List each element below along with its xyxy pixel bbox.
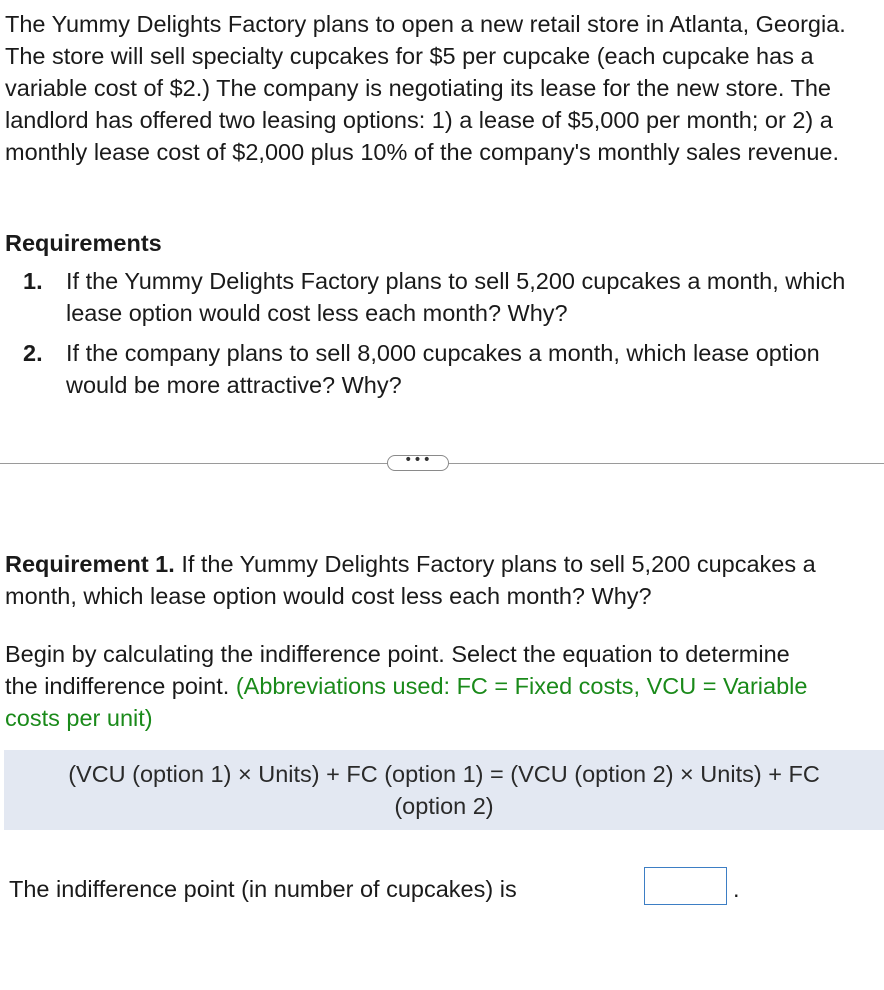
selected-equation-box[interactable] <box>4 750 884 830</box>
answer-prompt: The indifference point (in number of cupcakes) is <box>9 876 517 902</box>
requirement-number: 1. <box>23 268 43 294</box>
instruction-line-2 <box>5 670 884 702</box>
requirements-heading: Requirements <box>5 230 162 256</box>
requirements-list <box>0 265 880 409</box>
abbreviations-note-continued: costs per unit) <box>5 705 153 731</box>
requirement-item-2 <box>0 337 880 401</box>
instruction-text <box>5 638 884 734</box>
problem-intro: The Yummy Delights Factory plans to open a new retail store in Atlanta, Georgia. The store will sell specialty cupcakes for $5 per cupcake (each cupcake has a variable cost of $2.) The company is negotiating its lease for the new store. The landlord has offered two leasing options: 1) a lease of $5,000 per month; or 2) a monthly lease cost of $2,000 plus 10% of the company's monthly sales revenue. <box>5 11 846 165</box>
requirement-1-label: Requirement 1. <box>5 551 175 577</box>
instruction-line-1: Begin by calculating the indifference point. Select the equation to determine <box>5 641 790 667</box>
requirement-text: If the company plans to sell 8,000 cupcakes a month, which lease option would be more attractive? Why? <box>66 340 820 398</box>
requirement-number: 2. <box>23 340 43 366</box>
requirement-item-1 <box>0 265 880 329</box>
requirement-text: If the Yummy Delights Factory plans to sell 5,200 cupcakes a month, which lease option would cost less each month? Why? <box>66 268 846 326</box>
equation-line-1: (VCU (option 1) × Units) + FC (option 1) = (VCU (option 2) × Units) + FC <box>68 761 820 787</box>
requirement-1-question <box>5 548 884 612</box>
equation-text <box>4 758 884 822</box>
indifference-point-input[interactable] <box>644 867 727 905</box>
abbreviations-note: (Abbreviations used: FC = Fixed costs, VCU = Variable <box>235 673 808 699</box>
instruction-line-2-text: the indifference point. <box>5 673 236 699</box>
equation-line-2: (option 2) <box>394 793 494 819</box>
requirement-1-text: If the Yummy Delights Factory plans to sell 5,200 cupcakes a month, which lease option would cost less each month? Why? <box>5 551 816 609</box>
answer-period: . <box>733 876 740 902</box>
expand-more-button[interactable]: ••• <box>387 455 449 471</box>
